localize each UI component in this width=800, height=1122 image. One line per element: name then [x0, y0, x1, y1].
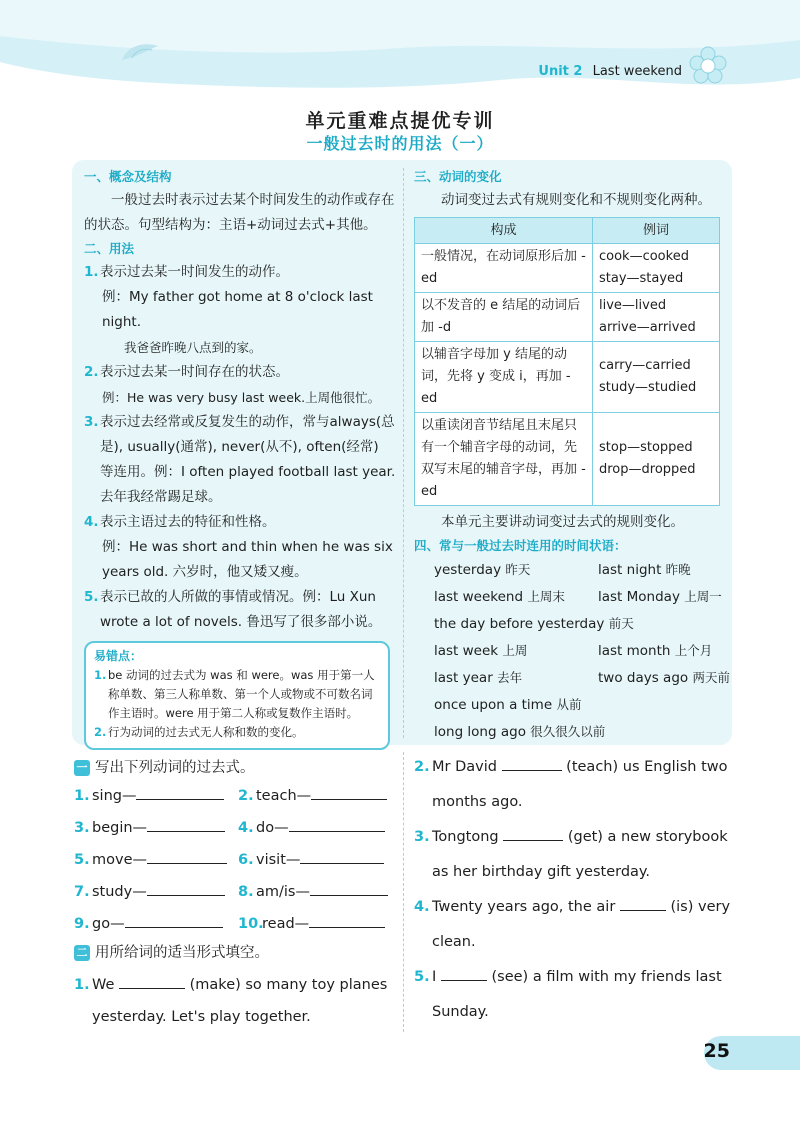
usage-number: 3.: [84, 414, 99, 430]
verb-item: 3. begin—: [74, 816, 238, 839]
fill-item-1: 1. We (make) so many toy planes yesterday. Let's play together.: [74, 969, 394, 1033]
usage-text: 表示过去某一时间存在的状态。: [100, 364, 289, 380]
example-word: carry—carried: [599, 358, 691, 373]
example-word: stop—stopped: [599, 440, 693, 455]
usage-item-3: [84, 410, 396, 510]
table-header-rule: 构成: [415, 218, 593, 244]
usage-item-5: [84, 585, 396, 635]
examples-cell: [593, 244, 720, 293]
answer-blank[interactable]: [309, 912, 385, 928]
answer-blank[interactable]: [441, 965, 487, 981]
common-mistakes-box: [84, 641, 390, 750]
panel-divider: [403, 168, 404, 738]
exercise-badge: 一: [74, 760, 90, 776]
answer-blank[interactable]: [125, 912, 223, 928]
exercise-divider: [403, 752, 404, 1032]
time-words-grid: [414, 557, 730, 745]
time-word: last month 上个月: [598, 643, 713, 659]
time-word: last week 上周: [434, 643, 528, 659]
usage-number: 1.: [84, 264, 99, 280]
example-word: drop—dropped: [599, 462, 696, 477]
tip-text: 行为动词的过去式无人称和数的变化。: [108, 725, 304, 739]
verb-item: 7. study—: [74, 880, 238, 903]
answer-blank[interactable]: [503, 825, 563, 841]
answer-blank[interactable]: [147, 848, 227, 864]
tip-title: 易错点：: [94, 649, 143, 663]
verb-item: 5. move—: [74, 848, 238, 871]
page-subtitle: 一般过去时的用法（一）: [306, 134, 494, 153]
answer-blank[interactable]: [502, 755, 562, 771]
rule-cell: 一般情况，在动词原形后加 -ed: [415, 244, 593, 293]
verb-rules-table: [414, 217, 720, 506]
exercise-left-column: [74, 756, 394, 1033]
exercise-2-heading: [74, 941, 394, 965]
usage-number: 4.: [84, 514, 99, 530]
answer-blank[interactable]: [310, 880, 388, 896]
grammar-left-column: [84, 166, 396, 750]
examples-cell: [593, 413, 720, 506]
verb-item: 6. visit—: [238, 848, 394, 871]
section-heading-time-words: 四、常与一般过去时连用的时间状语：: [414, 538, 627, 553]
answer-blank[interactable]: [300, 848, 384, 864]
usage-number: 2.: [84, 364, 99, 380]
verb-item: 10. read—: [238, 912, 394, 935]
answer-blank[interactable]: [119, 973, 185, 989]
usage-example: 例：My father got home at 8 o'clock last night.: [102, 289, 373, 330]
table-header-examples: 例词: [593, 218, 720, 244]
table-row: [415, 293, 720, 342]
tip-text: be 动词的过去式为 was 和 were。was 用于第一人称单数、第三人称单数、第一个人或物或不可数名词作主语时。were 用于第二人称或复数作主语时。: [108, 668, 375, 720]
example-word: arrive—arrived: [599, 320, 696, 335]
usage-text: 表示已故的人所做的事情或情况。例：Lu Xun wrote a lot of novels. 鲁迅写了很多部小说。: [100, 589, 382, 630]
time-word: last year 去年: [434, 670, 523, 686]
verb-exercise-grid: [74, 784, 394, 935]
usage-text: 表示主语过去的特征和性格。: [100, 514, 276, 530]
table-row: [415, 413, 720, 506]
answer-blank[interactable]: [311, 784, 387, 800]
example-word: live—lived: [599, 298, 667, 313]
table-row: [415, 244, 720, 293]
tip-number: 1.: [94, 668, 107, 682]
time-word: two days ago 两天前: [598, 670, 730, 686]
leaf-icon: [118, 40, 164, 64]
time-word: last Monday 上周一: [598, 589, 722, 605]
exercise-1-title: 写出下列动词的过去式。: [95, 760, 255, 776]
example-word: study—studied: [599, 380, 697, 395]
time-word: yesterday 昨天: [434, 562, 531, 578]
page-number: 25: [703, 1040, 730, 1062]
section-heading-verb-change: 三、动词的变化: [414, 169, 502, 184]
fill-item-5: 5. I (see) a film with my friends last Sunday.: [414, 960, 738, 1030]
answer-blank[interactable]: [136, 784, 224, 800]
usage-translation: 我爸爸昨晚八点到的家。: [124, 340, 262, 355]
time-word: the day before yesterday 前天: [434, 616, 634, 632]
usage-text: 表示过去经常或反复发生的动作，常与always(总是), usually(通常), never(从不), often(经常) 等连用。例：I often played football last year.去年我经常踢足球。: [100, 414, 396, 505]
verb-change-text: 动词变过去式有规则变化和不规则变化两种。: [441, 192, 711, 208]
examples-cell: [593, 342, 720, 413]
exercise-1-heading: [74, 756, 394, 780]
rule-cell: 以不发音的 e 结尾的动词后加 -d: [415, 293, 593, 342]
examples-cell: [593, 293, 720, 342]
usage-item-1: [84, 260, 396, 285]
answer-blank[interactable]: [289, 816, 385, 832]
usage-number: 5.: [84, 589, 99, 605]
exercise-right-column: [414, 750, 738, 1030]
time-word: long long ago 很久很久以前: [434, 724, 606, 740]
answer-blank[interactable]: [620, 895, 666, 911]
rule-cell: 以重读闭音节结尾且末尾只有一个辅音字母的动词，先双写末尾的辅音字母，再加 -ed: [415, 413, 593, 506]
time-word: once upon a time 从前: [434, 697, 582, 713]
example-word: cook—cooked: [599, 249, 689, 264]
fill-item-4: 4. Twenty years ago, the air (is) very clean.: [414, 890, 738, 960]
section-heading-usage: 二、用法: [84, 241, 135, 256]
time-word: last weekend 上周末: [434, 589, 565, 605]
verb-item: 8. am/is—: [238, 880, 394, 903]
unit-header: [538, 64, 682, 79]
section-heading-concept: 一、概念及结构: [84, 169, 172, 184]
exercise-2-title: 用所给词的适当形式填空。: [95, 945, 269, 961]
usage-example: 例：He was short and thin when he was six years old. 六岁时，他又矮又瘦。: [102, 539, 393, 580]
table-note: 本单元主要讲动词变过去式的规则变化。: [441, 514, 684, 530]
time-word: last night 昨晚: [598, 562, 691, 578]
usage-example: 例：He was very busy last week.上周他很忙。: [102, 390, 381, 405]
grammar-right-column: [414, 166, 730, 745]
page-title: 单元重难点提优专训: [305, 110, 495, 132]
tip-item: [94, 666, 380, 723]
concept-text: 一般过去时表示过去某个时间发生的动作或存在的状态。句型结构为：主语+动词过去式+其他。: [84, 192, 395, 233]
fill-item-2: 2. Mr David (teach) us English two months ago.: [414, 750, 738, 820]
table-header-row: [415, 218, 720, 244]
tip-number: 2.: [94, 725, 107, 739]
verb-item: 9. go—: [74, 912, 238, 935]
usage-item-2: [84, 360, 396, 385]
flower-icon: [686, 44, 730, 88]
fill-item-3: 3. Tongtong (get) a new storybook as her birthday gift yesterday.: [414, 820, 738, 890]
tip-item: [94, 723, 380, 742]
verb-item: 2. teach—: [238, 784, 394, 807]
unit-title: Last weekend: [592, 64, 682, 79]
usage-item-4: [84, 510, 396, 535]
verb-item: 4. do—: [238, 816, 394, 839]
verb-item: 1. sing—: [74, 784, 238, 807]
rule-cell: 以辅音字母加 y 结尾的动词，先将 y 变成 i，再加 -ed: [415, 342, 593, 413]
example-word: stay—stayed: [599, 271, 684, 286]
usage-text: 表示过去某一时间发生的动作。: [100, 264, 289, 280]
unit-label: Unit 2: [538, 64, 583, 79]
table-row: [415, 342, 720, 413]
answer-blank[interactable]: [147, 816, 225, 832]
answer-blank[interactable]: [147, 880, 225, 896]
exercise-badge: 二: [74, 945, 90, 961]
